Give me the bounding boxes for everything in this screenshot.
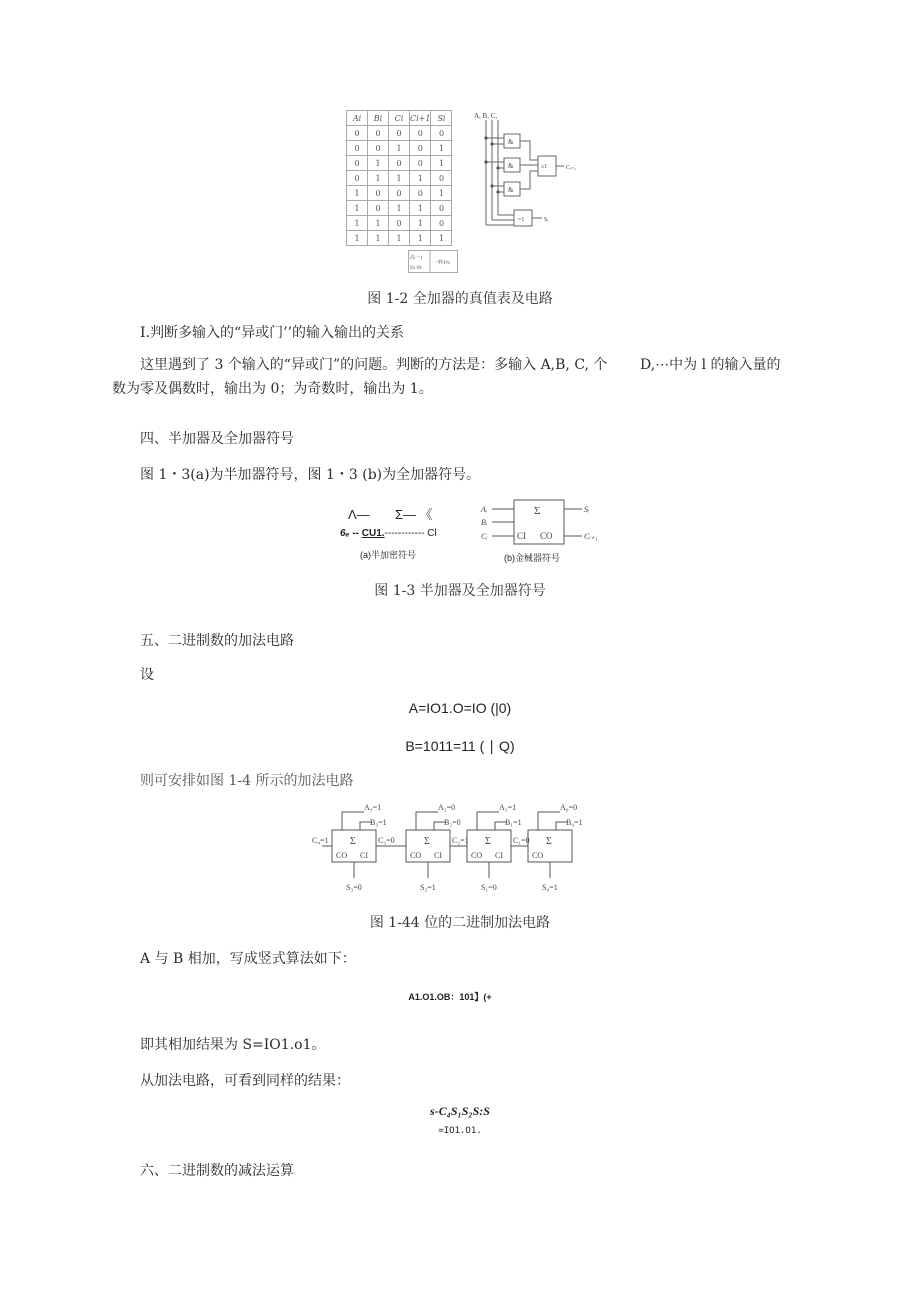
table-cell: 0 <box>368 141 389 156</box>
table-cell: 0 <box>368 186 389 201</box>
four-bit-adder-diagram <box>312 800 612 900</box>
table-cell: 0 <box>368 201 389 216</box>
table-row <box>347 201 452 216</box>
svg-text:Σ: Σ <box>534 505 541 517</box>
svg-text:CO: CO <box>410 851 422 860</box>
svg-text:CI: CI <box>495 851 503 860</box>
paragraph-xor-line2: 数为零及偶数时，输出为 0；为奇数时，输出为 1。 <box>112 381 433 397</box>
truth-table-header: Ci+1 <box>410 111 431 126</box>
equation-a: A=IO1.O=IO (|0) <box>408 700 512 716</box>
table-cell: 1 <box>389 201 410 216</box>
table-cell: 1 <box>368 216 389 231</box>
svg-text:CI: CI <box>434 851 442 860</box>
figure-1-2-caption: 图 1-2 全加器的真值表及电路 <box>367 291 553 307</box>
svg-text:Sᵢ: Sᵢ <box>544 217 549 223</box>
svg-text:B₃=1: B₃=1 <box>370 818 387 827</box>
sum-value: =IO1.O1. <box>438 1126 482 1136</box>
table-cell: 1 <box>410 231 431 246</box>
svg-text:Sᵢ: Sᵢ <box>584 505 590 514</box>
svg-text:Cᵢ₊₁: Cᵢ₊₁ <box>584 532 598 541</box>
full-adder-circuit-diagram <box>464 110 586 240</box>
svg-text:&: & <box>508 186 514 194</box>
table-cell: 0 <box>431 216 452 231</box>
svg-text:Σ: Σ <box>350 836 356 847</box>
figure-1-3-caption: 图 1-3 半加器及全加器符号 <box>374 583 546 599</box>
svg-text:A₂=0: A₂=0 <box>438 803 456 812</box>
svg-text:A₁=1: A₁=1 <box>499 803 517 812</box>
half-adder-symbol <box>340 504 450 560</box>
section-heading-5: 五、二进制数的加法电路 <box>140 633 294 649</box>
svg-text:CI: CI <box>360 851 368 860</box>
paragraph-fig-1-3: 图 1・3(a)为半加器符号，图 1・3 (b)为全加器符号。 <box>140 467 481 483</box>
svg-text:高一1: 高一1 <box>410 256 423 261</box>
table-cell: 1 <box>410 171 431 186</box>
svg-text:S₃=0: S₃=0 <box>346 883 362 892</box>
sum-expression: s-C₄S₁S₂S:S <box>430 1104 490 1118</box>
truth-table-note <box>408 250 458 274</box>
table-row <box>347 171 452 186</box>
truth-table-header: Si <box>431 111 452 126</box>
section-heading-4: 四、半加器及全加器符号 <box>140 431 294 447</box>
table-row <box>347 216 452 231</box>
table-cell: 0 <box>347 156 368 171</box>
paragraph-a-plus-b: A 与 B 相加，写成竖式算法如下： <box>140 951 356 967</box>
half-adder-row1: Λ— Σ— 《 <box>348 507 433 522</box>
table-cell: 1 <box>389 141 410 156</box>
svg-text:&: & <box>508 138 514 146</box>
paragraph-from-circuit: 从加法电路，可看到同样的结果： <box>140 1073 350 1089</box>
table-cell: 1 <box>347 201 368 216</box>
text-she: 设 <box>140 667 154 683</box>
equation-b: B=1011=11 ( ∣ Q) <box>405 738 515 754</box>
table-cell: 1 <box>389 171 410 186</box>
half-adder-label: (a)半加密符号 <box>360 550 416 560</box>
svg-text:CO: CO <box>471 851 483 860</box>
table-row <box>347 231 452 246</box>
table-cell: 1 <box>347 186 368 201</box>
svg-text:S₁=0: S₁=0 <box>481 883 497 892</box>
svg-text:S1·01: S1·01 <box>410 266 422 271</box>
full-adder-label: (b)金械器符号 <box>504 553 560 563</box>
paragraph-result: 即其相加结果为 S=IO1.o1。 <box>140 1037 326 1053</box>
truth-table <box>346 110 452 246</box>
svg-text:CO: CO <box>532 851 544 860</box>
table-cell: 1 <box>431 231 452 246</box>
truth-table-header: Ci <box>389 111 410 126</box>
table-cell: 1 <box>368 156 389 171</box>
section-heading-6: 六、二进制数的减法运算 <box>140 1163 294 1179</box>
table-cell: 1 <box>431 186 452 201</box>
svg-text:B₁=1: B₁=1 <box>505 818 522 827</box>
table-cell: 0 <box>368 126 389 141</box>
svg-text:Bᵢ: Bᵢ <box>481 518 488 527</box>
table-cell: 0 <box>410 141 431 156</box>
svg-text:S₀=1: S₀=1 <box>542 883 558 892</box>
section-heading-xor: I.判断多输入的“异或门’’的输入输出的关系 <box>140 325 405 341</box>
svg-text:CI: CI <box>517 531 526 541</box>
table-cell: 0 <box>431 171 452 186</box>
svg-text:Aᵢ: Aᵢ <box>481 505 488 514</box>
table-cell: 1 <box>410 201 431 216</box>
full-adder-symbol-diagram <box>478 498 598 550</box>
table-row <box>347 141 452 156</box>
table-cell: 0 <box>410 126 431 141</box>
svg-text:&: & <box>508 162 514 170</box>
svg-text:A₀=0: A₀=0 <box>560 803 578 812</box>
table-cell: 0 <box>347 141 368 156</box>
table-cell: 1 <box>410 216 431 231</box>
table-cell: 1 <box>347 231 368 246</box>
svg-text:S₂=1: S₂=1 <box>420 883 436 892</box>
table-cell: 0 <box>347 171 368 186</box>
svg-text:C₃=0: C₃=0 <box>378 836 395 845</box>
svg-text:A, B, C,: A, B, C, <box>474 112 498 120</box>
table-cell: 1 <box>389 231 410 246</box>
full-adder-symbol <box>478 498 598 564</box>
half-adder-row2: 6ₑ -- CU1.------------ Cl <box>340 528 437 539</box>
svg-text:CO: CO <box>336 851 348 860</box>
table-row <box>347 126 452 141</box>
table-cell: 0 <box>389 216 410 231</box>
table-cell: 0 <box>431 201 452 216</box>
svg-text:C₄=1: C₄=1 <box>312 836 329 845</box>
table-cell: 0 <box>431 126 452 141</box>
cut-off-text: 则可安排如图 1-4 所示的加法电路 <box>140 773 354 789</box>
paragraph-xor-line1a: 这里遇到了 3 个输入的“异或门”的问题。判断的方法是：多输入 A,B, C, 个 <box>140 357 608 373</box>
table-cell: 1 <box>368 231 389 246</box>
figure-1-4-caption: 图 1-44 位的二进制加法电路 <box>369 915 551 931</box>
table-cell: 0 <box>389 126 410 141</box>
svg-text:CO: CO <box>540 531 553 541</box>
svg-text:C₂=1: C₂=1 <box>452 836 469 845</box>
figure-1-2 <box>346 110 586 275</box>
table-cell: 1 <box>431 156 452 171</box>
table-cell: 0 <box>389 156 410 171</box>
svg-text:Σ: Σ <box>546 836 552 847</box>
svg-text:Σ: Σ <box>485 836 491 847</box>
truth-table-header: Ai <box>347 111 368 126</box>
svg-text:Σ: Σ <box>424 836 430 847</box>
table-cell: 1 <box>368 171 389 186</box>
table-cell: 1 <box>347 216 368 231</box>
svg-text:一样1%: 一样1% <box>433 261 450 266</box>
paragraph-xor-line1b: D,⋯中为 l 的输入量的 <box>640 357 781 373</box>
table-row <box>347 186 452 201</box>
svg-text:B₂=0: B₂=0 <box>444 818 461 827</box>
table-cell: 1 <box>431 141 452 156</box>
svg-text:=1: =1 <box>518 217 525 223</box>
table-row <box>347 156 452 171</box>
table-cell: 0 <box>389 186 410 201</box>
vertical-addition: A1.O1.OB：101】(+ <box>408 992 492 1002</box>
table-cell: 0 <box>410 156 431 171</box>
svg-text:≥1: ≥1 <box>541 164 548 170</box>
svg-text:Cᵢ: Cᵢ <box>481 532 488 541</box>
svg-text:B₀=1: B₀=1 <box>566 818 583 827</box>
truth-table-header: Bi <box>368 111 389 126</box>
svg-text:Cᵢ₊₁: Cᵢ₊₁ <box>566 165 577 171</box>
table-cell: 0 <box>347 126 368 141</box>
svg-text:A₃=1: A₃=1 <box>364 803 382 812</box>
table-cell: 0 <box>410 186 431 201</box>
svg-text:C₁=0: C₁=0 <box>513 836 530 845</box>
